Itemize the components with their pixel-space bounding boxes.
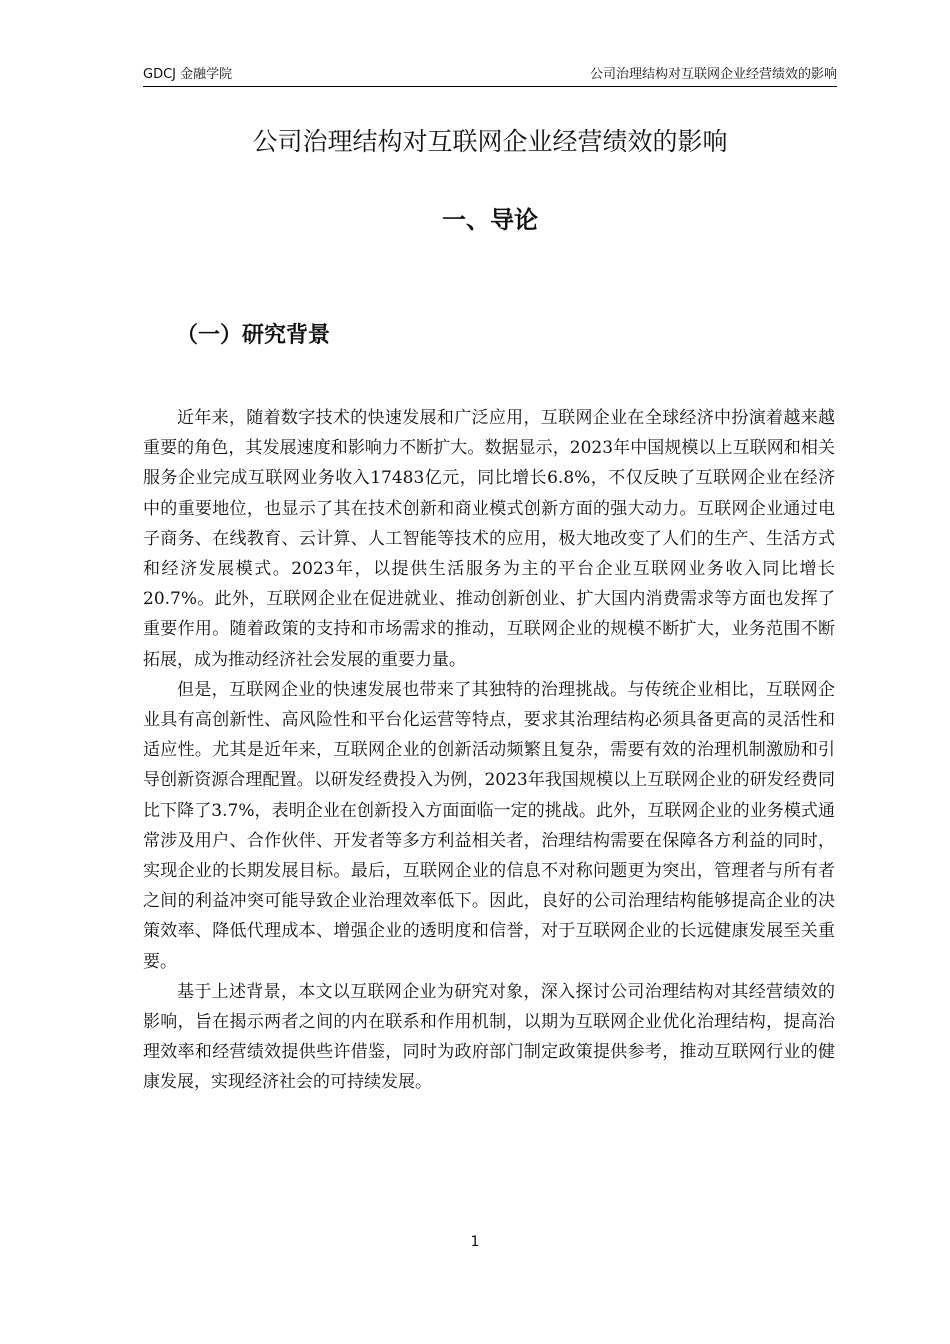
header-paper-title: 公司治理结构对互联网企业经营绩效的影响: [589, 67, 837, 82]
paragraph: 近年来，随着数字技术的快速发展和广泛应用，互联网企业在全球经济中扮演着越来越重要的角色，其发展速度和影响力不断扩大。数据显示，2023年中国规模以上互联网和相关服务企业完成互联网业务收入17483亿元，同比增长6.8%，不仅反映了互联网企业在经济中的重要地位，也显示了其在技术创新和商业模式创新方面的强大动力。互联网企业通过电子商务、在线教育、云计算、人工智能等技术的应用，极大地改变了人们的生产、生活方式和经济发展模式。2023年，以提供生活服务为主的平台企业互联网业务收入同比增长20.7%。此外，互联网企业在促进就业、推动创新创业、扩大国内消费需求等方面也发挥了重要作用。随着政策的支持和市场需求的推动，互联网企业的规模不断扩大，业务范围不断拓展，成为推动经济社会发展的重要力量。: [143, 408, 835, 670]
subsection-heading: （一）研究背景: [176, 323, 331, 348]
body-text: [143, 403, 835, 1098]
section-heading: 一、导论: [442, 206, 538, 234]
paper-title: 公司治理结构对互联网企业经营绩效的影响: [252, 127, 728, 156]
paragraph: 但是，互联网企业的快速发展也带来了其独特的治理挑战。与传统企业相比，互联网企业具有高创新性、高风险性和平台化运营等特点，要求其治理结构必须具备更高的灵活性和适应性。尤其是近年来，互联网企业的创新活动频繁且复杂，需要有效的治理机制激励和引导创新资源合理配置。以研发经费投入为例，2023年我国规模以上互联网企业的研发经费同比下降了3.7%，表明企业在创新投入方面面临一定的挑战。此外，互联网企业的业务模式通常涉及用户、合作伙伴、开发者等多方利益相关者，治理结构需要在保障各方利益的同时，实现企业的长期发展目标。最后，互联网企业的信息不对称问题更为突出，管理者与所有者之间的利益冲突可能导致企业治理效率低下。因此，良好的公司治理结构能够提高企业的决策效率、降低代理成本、增强企业的透明度和信誉，对于互联网企业的长远健康发展至关重要。: [143, 679, 835, 972]
header-institution: GDCJ 金融学院: [143, 67, 233, 82]
paragraph: 基于上述背景，本文以互联网企业为研究对象，深入探讨公司治理结构对其经营绩效的影响，旨在揭示两者之间的内在联系和作用机制，以期为互联网企业优化治理结构，提高治理效率和经营绩效提供些许借鉴，同时为政府部门制定政策提供参考，推动互联网行业的健康发展，实现经济社会的可持续发展。: [143, 981, 835, 1093]
page-number: 1: [470, 1234, 480, 1250]
running-header: [143, 64, 837, 87]
